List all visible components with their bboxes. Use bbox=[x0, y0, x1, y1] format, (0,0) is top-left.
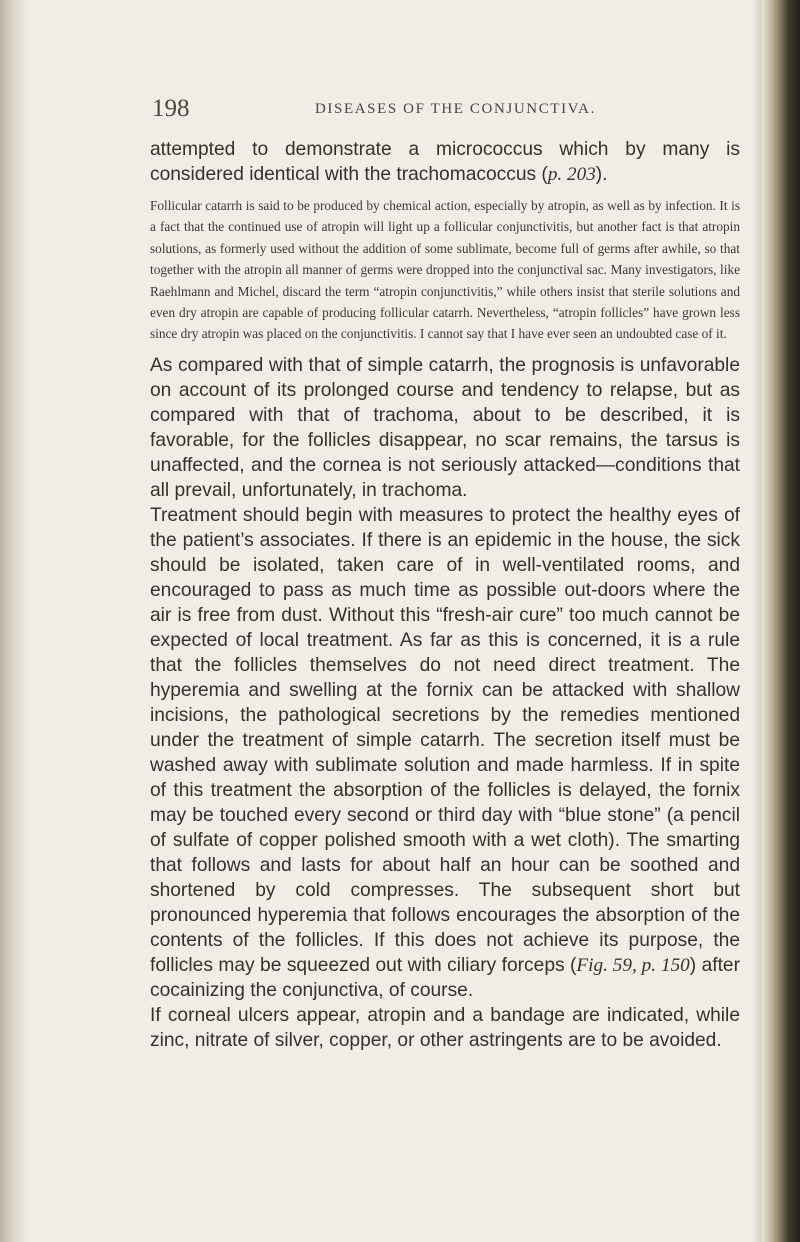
prognosis-paragraph: As compared with that of simple catarrh, the prognosis is unfavorable on account of its prolonged course and tendency to relapse, but as compared with that of trachoma, about to be described, it is favorable, for the follicles disappear, no scar remains, the tarsus is unaffected, and the cornea is not seriously attacked—conditions that all prevail, unfortunately, in trachoma. bbox=[150, 354, 740, 501]
intro-page-ref: p. 203 bbox=[547, 164, 596, 185]
running-head bbox=[150, 95, 740, 125]
intro-end: ). bbox=[595, 164, 608, 185]
intro-paragraph bbox=[150, 137, 740, 187]
treatment-text: Treatment should begin with measures to protect the healthy eyes of the patient’s associates. If there is an epidemic in the house, the sick should be isolated, taken care of in well-ventilated rooms, and encouraged to pass as much time as possible out-doors where the air is free from dust. Without this “fresh-air cure” too much cannot be expected of local treatment. As far as this is concerned, it is a rule that the follicles themselves do not need direct treatment. The hyperemia and swelling at the fornix can be attacked with shallow incisions, the pathological secretions by the remedies mentioned under the treatment of simple catarrh. The secretion itself must be washed away with sublimate solution and made harmless. If in spite of this treatment the absorption of the follicles is delayed, the fornix may be touched every second or third day with “blue stone” (a pencil of sulfate of copper polished smooth with a wet cloth). The smarting that follows and lasts for about half an hour can be soothed and shortened by cold compresses. The subsequent short but pronounced hyperemia that follows encourages the absorption of the contents of the follicles. If this does not achieve its purpose, the follicles may be squeezed out with ciliary forceps ( bbox=[150, 504, 740, 976]
scan-right-edge bbox=[762, 0, 800, 1242]
scan-left-edge bbox=[0, 0, 30, 1242]
intro-text: attempted to demonstrate a micrococcus which by many is considered identical with the trachomacoccus ( bbox=[150, 139, 740, 185]
small-print-note: Follicular catarrh is said to be produced by chemical action, especially by atropin, as well as by infection. It is a fact that the continued use of atropin will light up a follicular conjunctivitis, but another fact is that atropin solutions, as formerly used without the addition of some sublimate, become full of germs after awhile, so that together with the atropin all manner of germs were dropped into the conjunctival sac. Many investigators, like Raehlmann and Michel, discard the term “atropin conjunctivitis,” while others insist that sterile solutions and even dry atropin are capable of producing follicular catarrh. Nevertheless, “atropin follicles” have grown less since dry atropin was placed on the conjunctivitis. I cannot say that I have ever seen an undoubted case of it. bbox=[150, 198, 740, 342]
ulcers-paragraph: If corneal ulcers appear, atropin and a bandage are indicated, while zinc, nitrate of silver, copper, or other astringents are to be avoided. bbox=[150, 1004, 740, 1051]
page-number: 198 bbox=[152, 95, 190, 122]
figure-ref: Fig. 59, p. 150 bbox=[576, 954, 690, 976]
treatment-text-end: ) after cocainizing the conjunctiva, of course. bbox=[150, 954, 740, 1001]
running-title: DISEASES OF THE CONJUNCTIVA. bbox=[315, 101, 596, 117]
treatment-paragraph bbox=[150, 503, 740, 1003]
scan-gutter-shadow bbox=[752, 0, 762, 1242]
page bbox=[150, 95, 740, 1053]
